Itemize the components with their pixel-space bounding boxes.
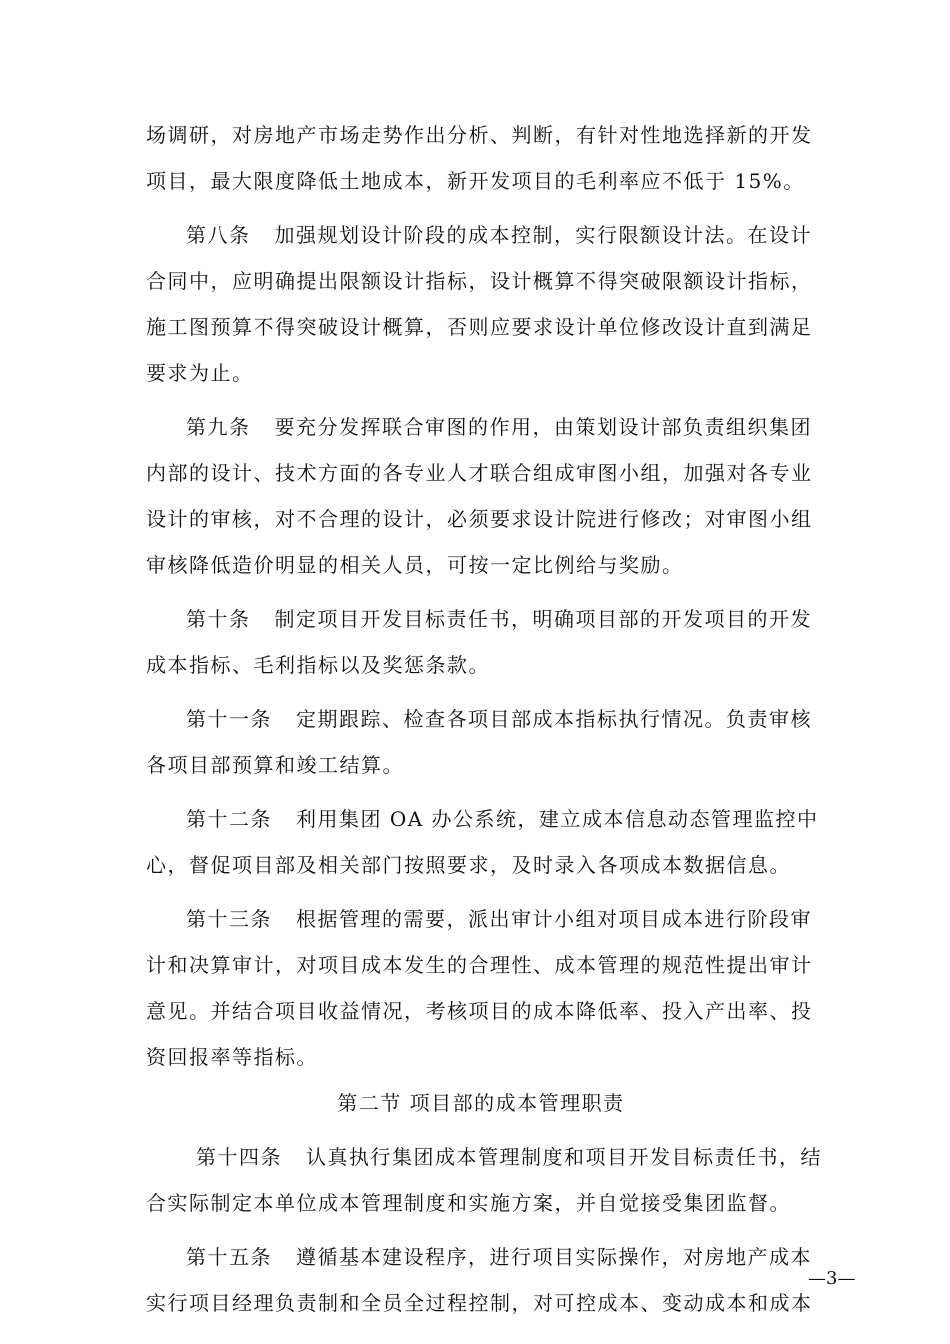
article-number: 第十三条 — [186, 907, 272, 931]
paragraph-continuation — [146, 112, 813, 204]
text-line: 认真执行集团成本管理制度和项目开发目标责任书，结 — [306, 1145, 822, 1169]
article-number: 第十一条 — [186, 707, 272, 731]
article-number: 第十五条 — [186, 1245, 272, 1269]
article-12 — [146, 796, 819, 888]
text-line: 施工图预算不得突破设计概算，否则应要求设计单位修改设计直到满足 — [146, 315, 813, 339]
text-line: 合同中，应明确提出限额设计指标，设计概算不得突破限额设计指标， — [146, 269, 813, 293]
article-number: 第十四条 — [196, 1145, 282, 1169]
text-line: 定期跟踪、检查各项目部成本指标执行情况。负责审核 — [296, 707, 812, 731]
text-line: 设计的审核，对不合理的设计，必须要求设计院进行修改；对审图小组 — [146, 507, 813, 531]
page-number: —3— — [808, 1268, 856, 1289]
text-line: 合实际制定本单位成本管理制度和实施方案，并自觉接受集团监督。 — [146, 1191, 791, 1215]
text-line: 项目，最大限度降低土地成本，新开发项目的毛利率应不低于 15%。 — [146, 169, 805, 193]
article-8 — [146, 212, 813, 396]
article-number: 第九条 — [186, 415, 251, 439]
text-line: 要充分发挥联合审图的作用，由策划设计部负责组织集团 — [274, 415, 812, 439]
article-10 — [146, 596, 812, 688]
article-9 — [146, 404, 813, 588]
text-line: 心，督促项目部及相关部门按照要求，及时录入各项成本数据信息。 — [146, 853, 791, 877]
article-14 — [146, 1134, 822, 1226]
article-number: 第十二条 — [186, 807, 272, 831]
document-body — [146, 112, 822, 1326]
text-line: 加强规划设计阶段的成本控制，实行限额设计法。在设计 — [274, 223, 812, 247]
article-number: 第八条 — [186, 223, 251, 247]
article-number: 第十条 — [186, 607, 251, 631]
article-13 — [146, 896, 813, 1080]
text-line: 利用集团 OA 办公系统，建立成本信息动态管理监控中 — [296, 807, 819, 831]
text-line: 内部的设计、技术方面的各专业人才联合组成审图小组，加强对各专业 — [146, 461, 813, 485]
text-line: 审核降低造价明显的相关人员，可按一定比例给与奖励。 — [146, 553, 684, 577]
section-heading: 第二节 项目部的成本管理职责 — [337, 1091, 625, 1115]
article-11 — [146, 696, 812, 788]
text-line: 各项目部预算和竣工结算。 — [146, 753, 404, 777]
text-line: 意见。并结合项目收益情况，考核项目的成本降低率、投入产出率、投 — [146, 999, 813, 1023]
article-15 — [146, 1234, 813, 1326]
text-line: 场调研，对房地产市场走势作出分析、判断，有针对性地选择新的开发 — [146, 123, 813, 147]
text-line: 根据管理的需要，派出审计小组对项目成本进行阶段审 — [296, 907, 812, 931]
text-line: 制定项目开发目标责任书，明确项目部的开发项目的开发 — [274, 607, 812, 631]
text-line: 资回报率等指标。 — [146, 1045, 318, 1069]
text-line: 实行项目经理负责制和全员全过程控制，对可控成本、变动成本和成本 — [146, 1291, 813, 1315]
text-line: 计和决算审计，对项目成本发生的合理性、成本管理的规范性提出审计 — [146, 953, 813, 977]
text-line: 要求为止。 — [146, 361, 254, 385]
text-line: 遵循基本建设程序，进行项目实际操作，对房地产成本 — [296, 1245, 812, 1269]
text-line: 成本指标、毛利指标以及奖惩条款。 — [146, 653, 490, 677]
